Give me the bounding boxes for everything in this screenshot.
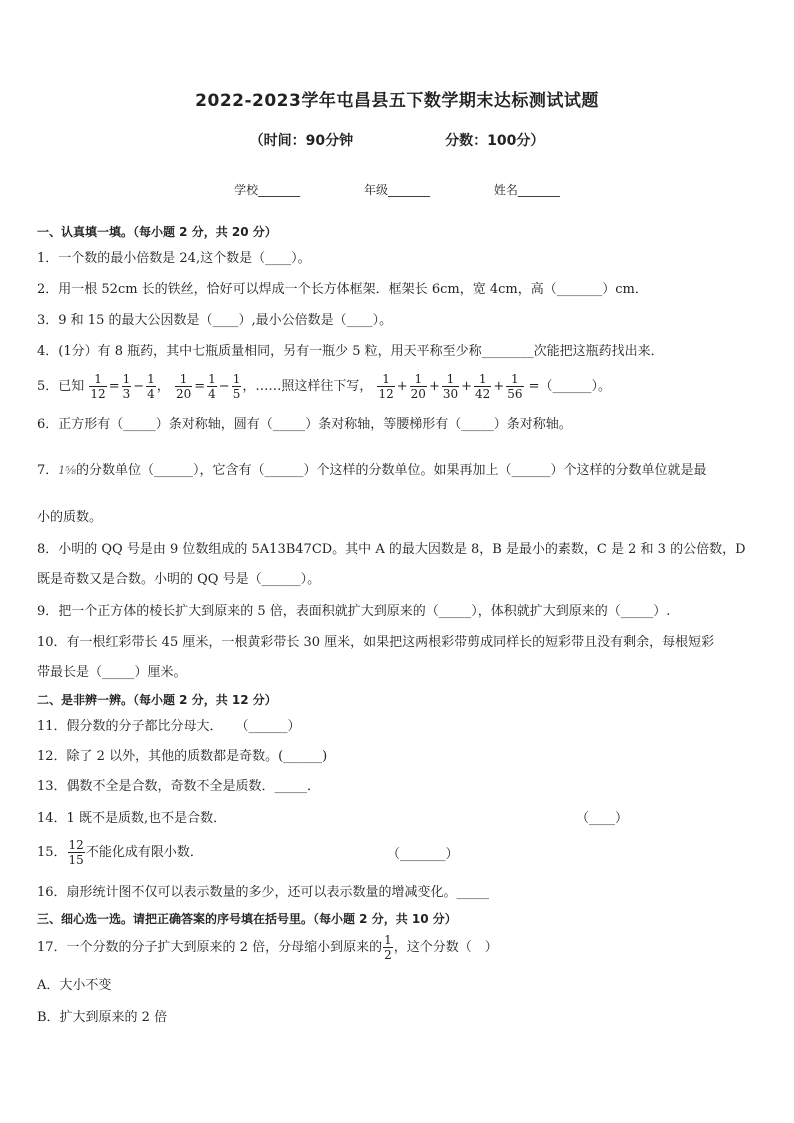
fraction: $\frac{1}{20}$ (175, 372, 192, 401)
fraction: $\frac{1}{12}$ (378, 372, 394, 401)
exam-meta (0, 130, 794, 150)
grade-field[interactable]: 年级_______ (363, 183, 430, 197)
question-7-cont: 小的质数。 (37, 510, 103, 525)
fraction: $\frac{1}{30}$ (442, 372, 459, 401)
q5-suffix: =（______）。 (528, 379, 612, 394)
option-a[interactable]: A．大小不变 (37, 978, 112, 993)
mixed-number: 1⁵⁄₈ (58, 464, 76, 477)
question-9: 9．把一个正方体的棱长扩大到原来的 5 倍，表面积就扩大到原来的（_____），体积就扩大到原来的（_____）. (37, 604, 671, 619)
question-3: 3．9 和 15 的最大公因数是（____）,最小公倍数是（____）。 (37, 313, 393, 328)
question-17: 17．一个分数的分子扩大到原来的 2 倍，分母缩小到原来的 $\frac{1}{2}$ ，这个分数（ ） (37, 933, 498, 962)
fraction: $\frac{1}{56}$ (507, 372, 523, 401)
question-2: 2．用一根 52cm 长的铁丝，恰好可以焊成一个长方体框架．框架长 6cm，宽 4cm，高（_______）cm． (37, 282, 648, 297)
question-12: 12．除了 2 以外，其他的质数都是奇数。(______) (37, 749, 328, 764)
question-16: 16．扇形统计图不仅可以表示数量的多少，还可以表示数量的增减变化。_____ (37, 885, 490, 900)
question-15: 15． $\frac{12}{15}$ 不能化成有限小数． (37, 838, 203, 867)
fraction: $\frac{1}{42}$ (475, 372, 491, 401)
section-1-heading: 一、认真填一填。（每小题 2 分，共 20 分） (37, 225, 277, 239)
question-8: 8．小明的 QQ 号是由 9 位数组成的 5A13B47CD。其中 A 的最大因数是 8，B 是最小的素数，C 是 2 和 3 的公倍数，D (37, 542, 746, 557)
fraction: $\frac{1}{4}$ (147, 372, 155, 401)
question-6: 6．正方形有（_____）条对称轴，圆有（_____）条对称轴，等腰梯形有（_____）条对称轴。 (37, 417, 572, 432)
fraction: $\frac{1}{20}$ (410, 372, 426, 401)
question-15-blank[interactable]: （_______） (387, 847, 459, 862)
fraction: $\frac{1}{3}$ (122, 372, 131, 401)
question-8-cont: 既是奇数又是合数。小明的 QQ 号是（______）。 (37, 572, 321, 587)
question-10-cont: 带最长是（_____）厘米。 (37, 665, 187, 680)
question-10: 10．有一根红彩带长 45 厘米，一根黄彩带长 30 厘米，如果把这两根彩带剪成同样长的短彩带且没有剩余，每根短彩 (37, 635, 715, 650)
school-field[interactable]: 学校_______ (234, 183, 301, 197)
question-13: 13．偶数不全是合数，奇数不全是质数．_____． (37, 779, 321, 794)
question-14-blank[interactable]: （____） (576, 811, 629, 826)
name-field[interactable]: 姓名_______ (493, 183, 560, 197)
section-2-heading: 二、是非辨一辨。（每小题 2 分，共 12 分） (37, 693, 277, 707)
question-4: 4．(1分）有 8 瓶药，其中七瓶质量相同，另有一瓶少 5 粒，用天平称至少称________次能把这瓶药找出来． (37, 344, 664, 359)
total-score: 分数：100分） (445, 133, 545, 149)
question-1: 1．一个数的最小倍数是 24,这个数是（____）。 (37, 251, 311, 266)
page-title: 2022-2023学年屯昌县五下数学期末达标测试试题 (195, 91, 599, 111)
fraction: $\frac{12}{15}$ (68, 838, 84, 867)
option-b[interactable]: B．扩大到原来的 2 倍 (37, 1010, 168, 1025)
question-5: 5．已知 $\frac{1}{12}$ = $\frac{1}{3}$ − $\frac{1}{4}$ ， $\frac{1}{20}$ = $\frac{1}{4}$ − $\frac{1}{5}$ ，……照这样往下写， $\frac{1}{12}$ + $\frac{1}{20}$ + $\frac{1}{30}$ + $\frac{1}{42}$ + $\frac{1}{56}$ =（______）。 (37, 372, 612, 401)
question-11: 11．假分数的分子都比分母大． （______） (37, 719, 301, 734)
fraction: $\frac{1}{4}$ (208, 372, 216, 401)
question-7: 7．1⁵⁄₈的分数单位（______），它含有（______）个这样的分数单位。如果再加上（______）个这样的分数单位就是最 (37, 463, 707, 478)
student-info (0, 181, 794, 198)
question-14: 14．1 既不是质数,也不是合数． (37, 811, 227, 826)
time-limit: （时间：90分钟 (249, 133, 354, 149)
fraction: $\frac{1}{5}$ (232, 372, 241, 401)
section-3-heading: 三、细心选一选。请把正确答案的序号填在括号里。（每小题 2 分，共 10 分） (37, 912, 457, 926)
q5-prefix: 5．已知 (37, 379, 85, 394)
fraction: $\frac{1}{12}$ (90, 372, 106, 401)
fraction: $\frac{1}{2}$ (384, 933, 392, 962)
q5-mid: ，……照这样往下写， (242, 379, 373, 394)
